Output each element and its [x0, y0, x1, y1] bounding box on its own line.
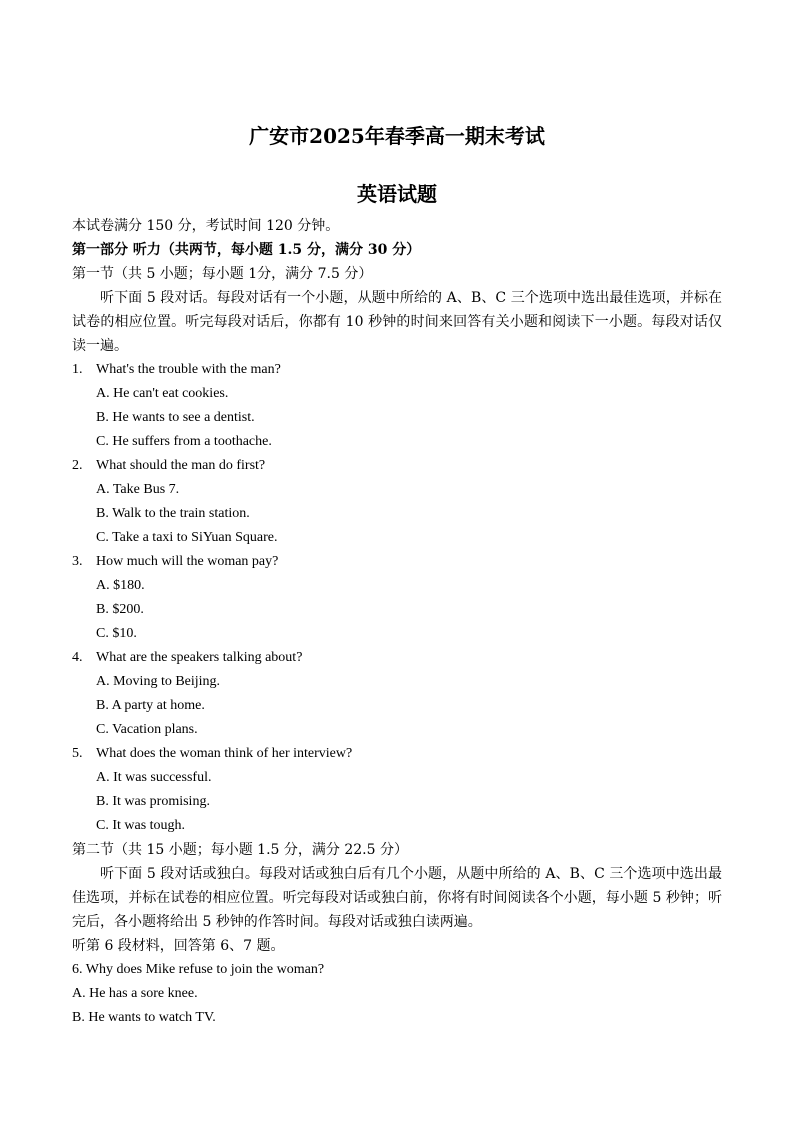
material-note: 听第 6 段材料，回答第 6、7 题。 — [72, 938, 285, 954]
section2-instructions: 听下面 5 段对话或独白。每段对话或独白后有几个小题，从题中所给的 A、B、C 三个选项中选出最佳选项，并标在试卷的相应位置。听完每段对话或独白前，你将有时间阅读各个小题，每小题 5 秒钟；听完后，各小题将给出 5 秒钟的作答时间。每段对话或独白读两遍。 — [72, 866, 722, 930]
option: A. Take Bus 7. — [96, 482, 180, 497]
question-text: What should the man do first? — [96, 458, 266, 473]
option: B. It was promising. — [96, 794, 210, 809]
question-number: 4. — [72, 650, 83, 665]
section2-heading: 第二节（共 15 小题；每小题 1.5 分，满分 22.5 分） — [72, 842, 408, 858]
option: A. He can't eat cookies. — [96, 386, 229, 401]
question-text: What are the speakers talking about? — [96, 650, 303, 665]
question-5 — [72, 742, 722, 766]
option: C. He suffers from a toothache. — [96, 434, 272, 449]
question-3 — [72, 550, 722, 574]
option: C. Vacation plans. — [96, 722, 198, 737]
question-2 — [72, 454, 722, 478]
section1-questions — [72, 358, 722, 838]
option: C. $10. — [96, 626, 137, 641]
option: A. He has a sore knee. — [72, 986, 198, 1001]
option: C. It was tough. — [96, 818, 186, 833]
option: B. A party at home. — [96, 698, 205, 713]
question-text: How much will the woman pay? — [96, 554, 279, 569]
option: A. Moving to Beijing. — [96, 674, 221, 689]
part1-heading: 第一部分 听力（共两节，每小题 1.5 分，满分 30 分） — [72, 242, 421, 258]
option: B. $200. — [96, 602, 144, 617]
option: C. Take a taxi to SiYuan Square. — [96, 530, 278, 545]
question-6: 6. Why does Mike refuse to join the woman? — [72, 962, 325, 977]
question-text: What does the woman think of her interview? — [96, 746, 353, 761]
question-1 — [72, 358, 722, 382]
question-number: 1. — [72, 362, 83, 377]
exam-title: 广安市2025年春季高一期末考试 — [249, 124, 545, 148]
exam-subtitle: 英语试题 — [357, 182, 437, 206]
question-text: What's the trouble with the man? — [96, 362, 281, 377]
intro-text: 本试卷满分 150 分，考试时间 120 分钟。 — [72, 218, 340, 234]
section1-heading: 第一节（共 5 小题；每小题 1分，满分 7.5 分） — [72, 266, 373, 282]
option: B. He wants to see a dentist. — [96, 410, 255, 425]
question-number: 5. — [72, 746, 83, 761]
section1-instructions: 听下面 5 段对话。每段对话有一个小题，从题中所给的 A、B、C 三个选项中选出最佳选项，并标在试卷的相应位置。听完每段对话后，你都有 10 秒钟的时间来回答有关小题和阅读下一小题。每段对话仅读一遍。 — [72, 290, 722, 354]
option: B. Walk to the train station. — [96, 506, 250, 521]
question-number: 3. — [72, 554, 83, 569]
question-4 — [72, 646, 722, 670]
option: A. $180. — [96, 578, 145, 593]
exam-body — [72, 214, 722, 1030]
question-number: 2. — [72, 458, 83, 473]
option: A. It was successful. — [96, 770, 212, 785]
option: B. He wants to watch TV. — [72, 1010, 216, 1025]
